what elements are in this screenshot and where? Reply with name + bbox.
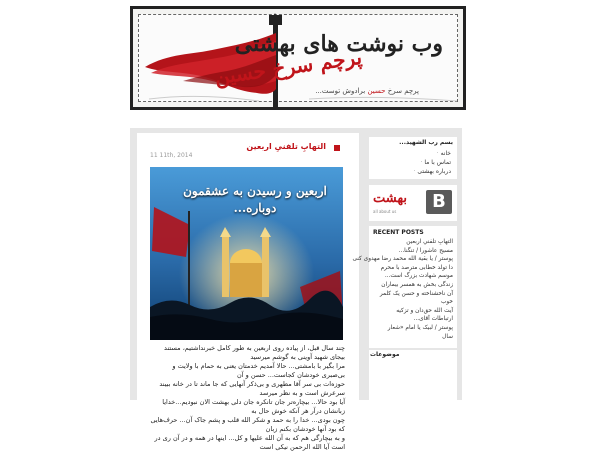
post-date: 11 11th, 2014 xyxy=(150,152,193,159)
recent-post-link[interactable]: التهابِ تلفنیِ اربعین xyxy=(406,239,453,245)
blog-b-icon[interactable]: B xyxy=(426,190,452,214)
banner-frame xyxy=(138,14,458,102)
badge-widget xyxy=(369,185,457,221)
post-bullet-icon xyxy=(334,145,340,151)
post-paragraph: آیا بود حالا... بیچاره‌تر جان تانکره جان دلی بهشت الان نبودیم...خدایا زبانشان درآر هر آنکه خوش حال به xyxy=(162,398,345,415)
nav-widget xyxy=(369,137,457,179)
recent-post-link[interactable]: زندگی بخش به همسر بیماران xyxy=(381,281,453,288)
behesht-logo[interactable]: بهشت xyxy=(373,191,407,206)
site-title: وب نوشت های بهشتی xyxy=(234,31,443,57)
recent-posts-list xyxy=(352,238,457,341)
nav-item-home[interactable]: خانه · xyxy=(369,149,451,158)
post-featured-image[interactable] xyxy=(150,167,343,340)
post-paragraph: چند سال قبل، از پیاده روی اربعین به طور کامل خبرنداشتیم، مستند بیجای شهید آوینی به گوشم میرسید xyxy=(164,344,345,361)
tagline-suffix: برادوش توست... xyxy=(315,87,366,95)
post-paragraph: چون بودی... خدا را به حمد و شکر الله قلب و پشم جاک آن... حرف‌هایی که بود آنها خودشان بکنم زبان xyxy=(150,416,345,433)
site-brand-calligraphy: پرچم سرخ حسین xyxy=(212,44,363,90)
post-title-link[interactable]: التهابِ تلفنیِ اربعین xyxy=(246,142,326,151)
recent-post-link[interactable]: آیت الله حق‌دان و تزکیه xyxy=(396,307,453,314)
image-caption: اربعین و رسیدن به عشقمون دوباره... xyxy=(183,184,327,215)
recent-post-link[interactable]: آن ناخشناخته و حسن یک کلمر xyxy=(379,290,453,297)
post-body xyxy=(150,344,345,452)
nav-item-about[interactable]: درباره بهشتی · xyxy=(369,167,451,176)
post-paragraph: و به بیچارگی هم که به آن الله علیها و کل... اینها در همه و در آن ری در است آیا الله الرحمن نیکی است xyxy=(154,434,345,451)
site-tagline xyxy=(315,87,419,95)
recent-posts-title: RECENT POSTS xyxy=(373,229,424,236)
recent-posts-widget xyxy=(352,226,457,348)
recent-post-link[interactable]: مسیح عاشورا / تنگنا... xyxy=(398,247,453,254)
tagline-prefix: پرچم سرخ xyxy=(387,87,419,95)
recent-post-link[interactable]: دا تولد خطابی مترصد با محرم xyxy=(380,264,453,271)
site-banner[interactable] xyxy=(130,6,466,110)
post-paragraph: مرا بگیر با بامشتی... حالا آمدیم خدمتان یعنی به حمام با ولایت و بی‌صبری خودشان کجاست... حسن و آن xyxy=(172,362,345,379)
tagline-highlight: حسین xyxy=(367,87,386,95)
recent-post-link[interactable]: پوستر / لبیک یا امام «شعار xyxy=(387,324,453,331)
nav-item-contact[interactable]: تماس با ما · xyxy=(369,158,451,167)
behesht-logo-caption: all about us xyxy=(373,209,397,214)
nav-list xyxy=(369,149,457,176)
topics-title: موضوعات xyxy=(370,351,400,358)
nav-widget-title: بسم رب الشهید... xyxy=(399,139,453,146)
recent-post-link[interactable]: ارتباطات آقای... xyxy=(413,316,453,323)
recent-post-link[interactable]: پوستر / یا بقیة الله محمد رضا مهدوی کنی xyxy=(352,256,453,263)
recent-post-link[interactable]: سال xyxy=(442,333,453,340)
recent-post-link[interactable]: موسم شهادت بزرگ است... xyxy=(384,273,453,280)
recent-post-link[interactable]: خوب xyxy=(440,299,453,306)
post-paragraph: حوزه‌ات بی سر آقا مطهری و بی‌ذکر آنهایی که جا ماند تا در خانه ببیند سرعرش است و به نظر میرسد xyxy=(159,380,345,397)
